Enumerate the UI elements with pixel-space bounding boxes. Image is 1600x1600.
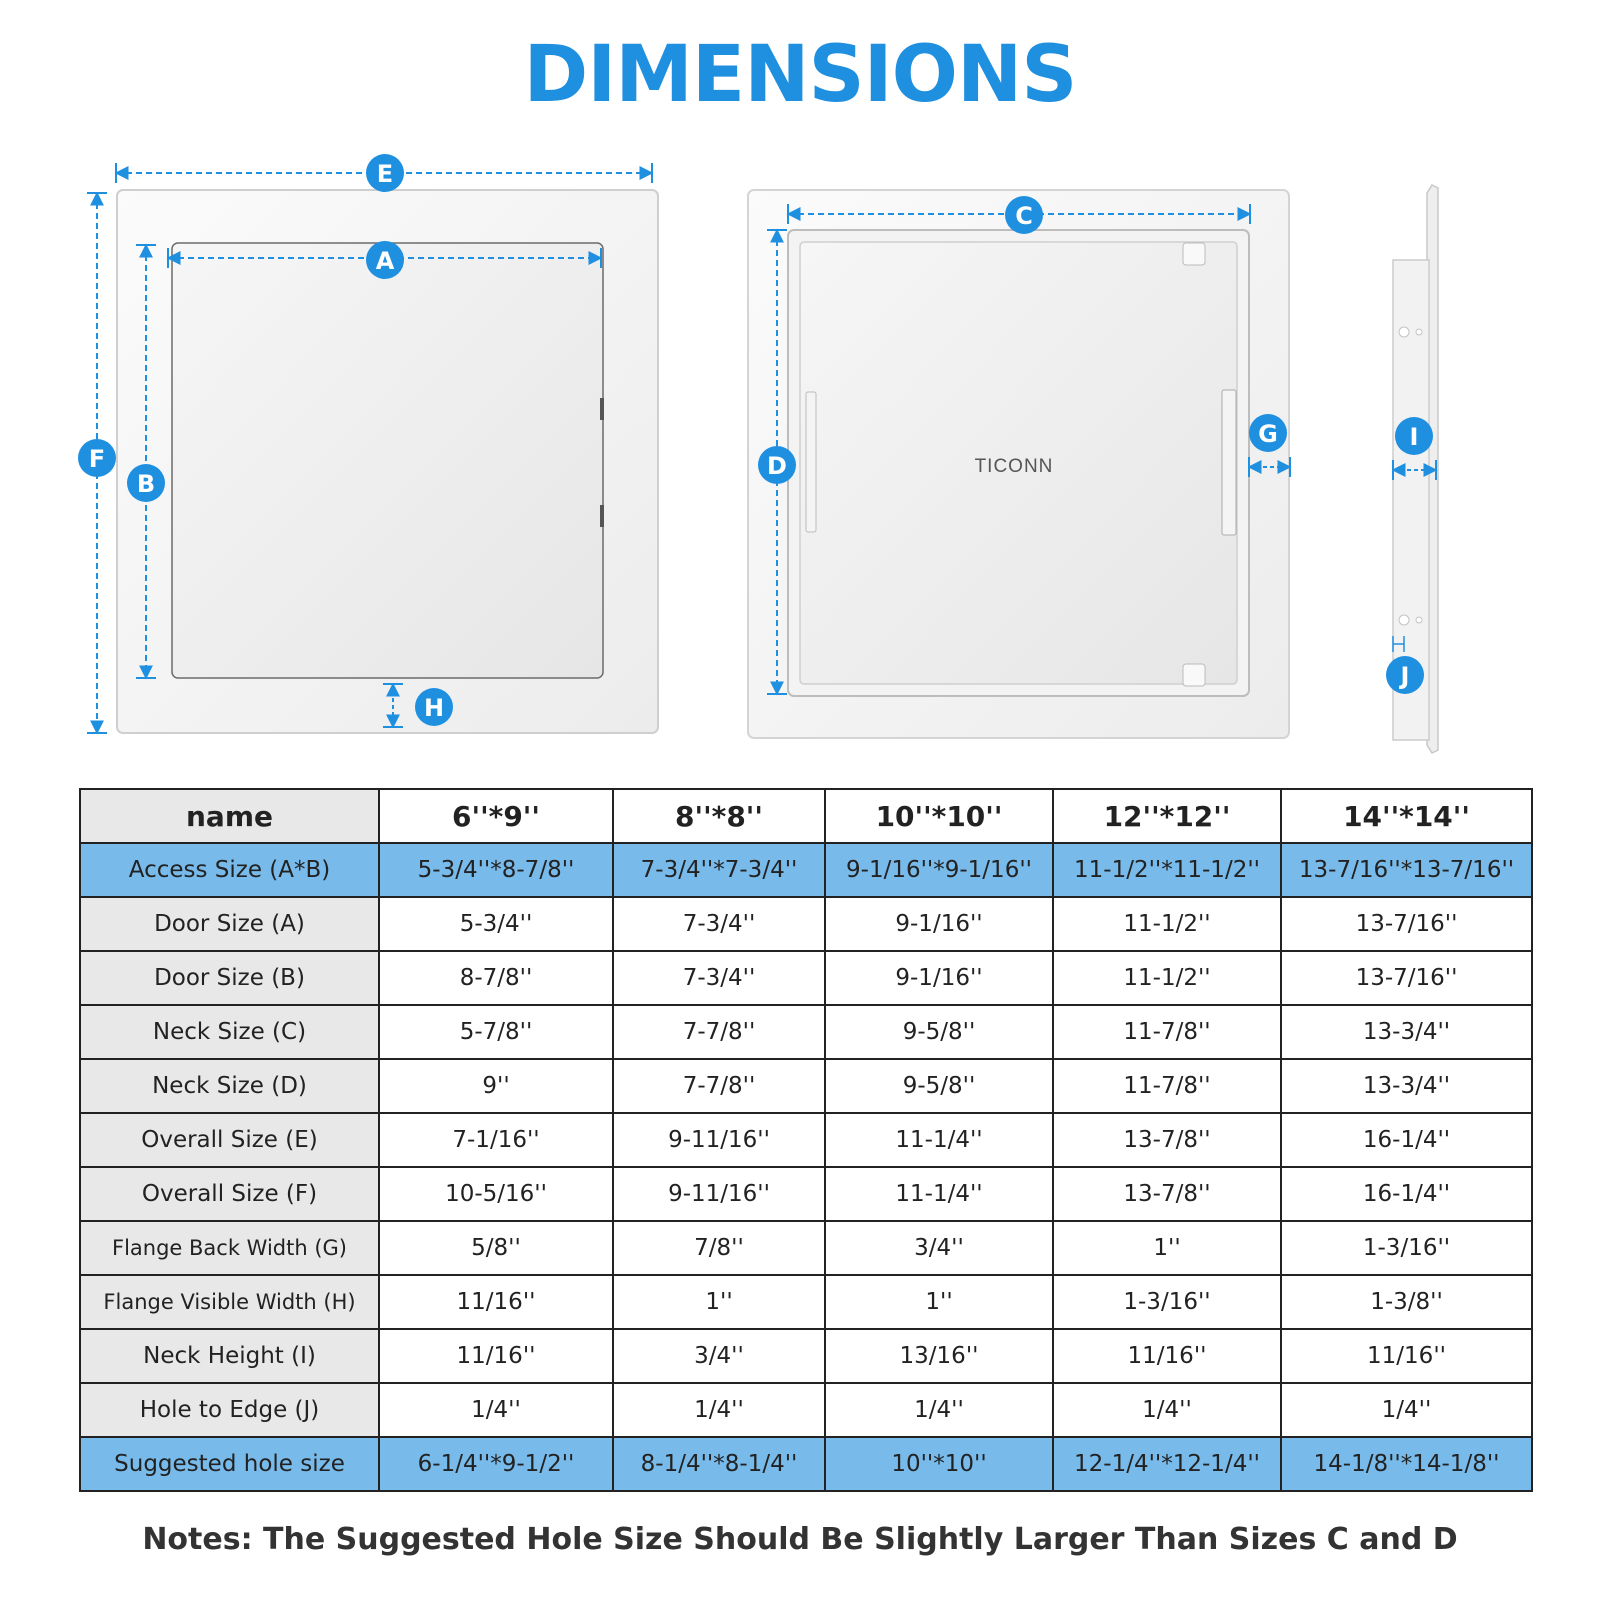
table-cell: 9-1/16'' bbox=[825, 897, 1053, 951]
dimensions-table bbox=[79, 788, 1533, 1492]
row-label: Suggested hole size bbox=[80, 1437, 379, 1491]
column-header: 6''*9'' bbox=[379, 789, 613, 843]
page-title: DIMENSIONS bbox=[523, 30, 1077, 120]
table-cell: 13-7/16''*13-7/16'' bbox=[1281, 843, 1532, 897]
table-cell: 5-7/8'' bbox=[379, 1005, 613, 1059]
table-cell: 11-7/8'' bbox=[1053, 1005, 1281, 1059]
table-cell: 9-11/16'' bbox=[613, 1167, 825, 1221]
label-j: J bbox=[1400, 662, 1410, 690]
label-g: G bbox=[1258, 420, 1278, 448]
table-cell: 11-1/2''*11-1/2'' bbox=[1053, 843, 1281, 897]
table-cell: 9-1/16''*9-1/16'' bbox=[825, 843, 1053, 897]
row-label: Door Size (A) bbox=[80, 897, 379, 951]
table-cell: 9-5/8'' bbox=[825, 1005, 1053, 1059]
row-label: Neck Height (I) bbox=[80, 1329, 379, 1383]
column-header: 8''*8'' bbox=[613, 789, 825, 843]
row-label: Flange Back Width (G) bbox=[80, 1221, 379, 1275]
table-row bbox=[80, 1005, 1532, 1059]
column-header: 10''*10'' bbox=[825, 789, 1053, 843]
table-row bbox=[80, 1059, 1532, 1113]
table-cell: 1'' bbox=[825, 1275, 1053, 1329]
table-cell: 13-3/4'' bbox=[1281, 1059, 1532, 1113]
table-cell: 10-5/16'' bbox=[379, 1167, 613, 1221]
table-cell: 11/16'' bbox=[1281, 1329, 1532, 1383]
table-cell: 9'' bbox=[379, 1059, 613, 1113]
table-cell: 7-1/16'' bbox=[379, 1113, 613, 1167]
table-cell: 7/8'' bbox=[613, 1221, 825, 1275]
table-cell: 11/16'' bbox=[1053, 1329, 1281, 1383]
table-row bbox=[80, 843, 1532, 897]
table-cell: 16-1/4'' bbox=[1281, 1113, 1532, 1167]
table-cell: 1-3/16'' bbox=[1053, 1275, 1281, 1329]
row-label: Hole to Edge (J) bbox=[80, 1383, 379, 1437]
table-cell: 3/4'' bbox=[825, 1221, 1053, 1275]
table-cell: 5/8'' bbox=[379, 1221, 613, 1275]
table-cell: 5-3/4'' bbox=[379, 897, 613, 951]
table-cell: 11/16'' bbox=[379, 1329, 613, 1383]
label-d: D bbox=[767, 452, 787, 480]
table-row bbox=[80, 897, 1532, 951]
table-cell: 5-3/4''*8-7/8'' bbox=[379, 843, 613, 897]
table-row bbox=[80, 1329, 1532, 1383]
table-cell: 7-7/8'' bbox=[613, 1059, 825, 1113]
table-cell: 1'' bbox=[613, 1275, 825, 1329]
table-row bbox=[80, 951, 1532, 1005]
table-row bbox=[80, 1167, 1532, 1221]
label-i: I bbox=[1409, 423, 1419, 451]
dimension-diagram bbox=[0, 0, 1600, 780]
table-row bbox=[80, 1383, 1532, 1437]
front-panel-door bbox=[172, 243, 603, 678]
column-header: 14''*14'' bbox=[1281, 789, 1532, 843]
table-cell: 11-1/4'' bbox=[825, 1167, 1053, 1221]
table-cell: 9-1/16'' bbox=[825, 951, 1053, 1005]
table-cell: 7-3/4'' bbox=[613, 897, 825, 951]
table-header-row bbox=[80, 789, 1532, 843]
table-cell: 1-3/8'' bbox=[1281, 1275, 1532, 1329]
table-cell: 9-11/16'' bbox=[613, 1113, 825, 1167]
table-cell: 1/4'' bbox=[613, 1383, 825, 1437]
table-row bbox=[80, 1275, 1532, 1329]
table-cell: 1/4'' bbox=[825, 1383, 1053, 1437]
table-cell: 8-1/4''*8-1/4'' bbox=[613, 1437, 825, 1491]
brand-logo: TICONN bbox=[974, 456, 1054, 477]
table-row bbox=[80, 1221, 1532, 1275]
row-label: Access Size (A*B) bbox=[80, 843, 379, 897]
label-h: H bbox=[423, 694, 445, 722]
row-label: Flange Visible Width (H) bbox=[80, 1275, 379, 1329]
table-cell: 1-3/16'' bbox=[1281, 1221, 1532, 1275]
back-panel-view bbox=[748, 190, 1289, 738]
table-cell: 13-3/4'' bbox=[1281, 1005, 1532, 1059]
table-cell: 13-7/16'' bbox=[1281, 897, 1532, 951]
table-cell: 16-1/4'' bbox=[1281, 1167, 1532, 1221]
label-b: B bbox=[136, 470, 156, 498]
row-label: Door Size (B) bbox=[80, 951, 379, 1005]
table-cell: 13-7/8'' bbox=[1053, 1167, 1281, 1221]
table-cell: 9-5/8'' bbox=[825, 1059, 1053, 1113]
row-label: Overall Size (E) bbox=[80, 1113, 379, 1167]
table-cell: 7-3/4'' bbox=[613, 951, 825, 1005]
table-cell: 1'' bbox=[1053, 1221, 1281, 1275]
table-cell: 11/16'' bbox=[379, 1275, 613, 1329]
table-cell: 14-1/8''*14-1/8'' bbox=[1281, 1437, 1532, 1491]
table-cell: 8-7/8'' bbox=[379, 951, 613, 1005]
row-label: Neck Size (D) bbox=[80, 1059, 379, 1113]
table-cell: 1/4'' bbox=[379, 1383, 613, 1437]
table-cell: 11-1/2'' bbox=[1053, 951, 1281, 1005]
table-row bbox=[80, 1113, 1532, 1167]
table-cell: 11-7/8'' bbox=[1053, 1059, 1281, 1113]
table-cell: 1/4'' bbox=[1281, 1383, 1532, 1437]
table-cell: 6-1/4''*9-1/2'' bbox=[379, 1437, 613, 1491]
label-c: C bbox=[1015, 202, 1033, 230]
table-cell: 1/4'' bbox=[1053, 1383, 1281, 1437]
label-f: F bbox=[88, 445, 106, 473]
table-cell: 7-7/8'' bbox=[613, 1005, 825, 1059]
label-e: E bbox=[376, 160, 394, 188]
row-label: Neck Size (C) bbox=[80, 1005, 379, 1059]
table-cell: 12-1/4''*12-1/4'' bbox=[1053, 1437, 1281, 1491]
table-cell: 7-3/4''*7-3/4'' bbox=[613, 843, 825, 897]
table-cell: 13/16'' bbox=[825, 1329, 1053, 1383]
table-cell: 13-7/16'' bbox=[1281, 951, 1532, 1005]
row-label: Overall Size (F) bbox=[80, 1167, 379, 1221]
table-cell: 3/4'' bbox=[613, 1329, 825, 1383]
notes-text: Notes: The Suggested Hole Size Should Be Slightly Larger Than Sizes C and D bbox=[142, 1522, 1458, 1557]
table-cell: 10''*10'' bbox=[825, 1437, 1053, 1491]
label-a: A bbox=[375, 247, 395, 275]
table-cell: 11-1/4'' bbox=[825, 1113, 1053, 1167]
column-header: 12''*12'' bbox=[1053, 789, 1281, 843]
table-cell: 13-7/8'' bbox=[1053, 1113, 1281, 1167]
table-cell: 11-1/2'' bbox=[1053, 897, 1281, 951]
column-header: name bbox=[80, 789, 379, 843]
table-row bbox=[80, 1437, 1532, 1491]
